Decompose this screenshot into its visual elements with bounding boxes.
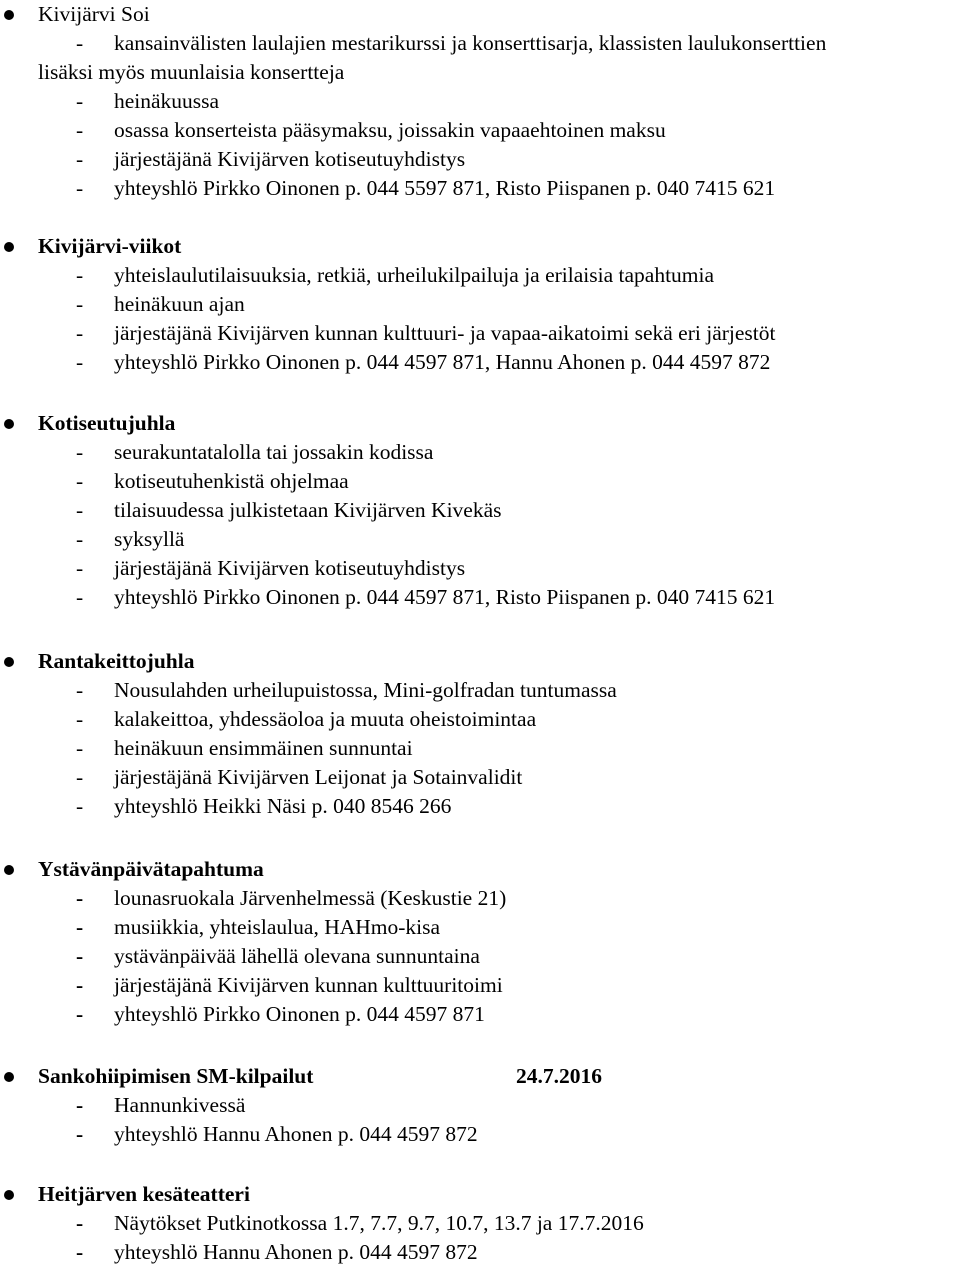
list-item	[0, 734, 960, 763]
list-item-continuation	[0, 58, 960, 87]
list-item-text: kansainvälisten laulajien mestarikurssi ja konserttisarja, klassisten laulukonserttien	[114, 31, 827, 55]
dash-marker: -	[76, 765, 84, 789]
list-item	[0, 763, 960, 792]
list-item-text: yhteyshlö Pirkko Oinonen p. 044 4597 871	[114, 1002, 485, 1026]
list-item-text: Näytökset Putkinotkossa 1.7, 7.7, 9.7, 10.7, 13.7 ja 17.7.2016	[114, 1211, 644, 1235]
section-ystavanpaivatapahtuma	[0, 855, 960, 1029]
dash-marker: -	[76, 469, 84, 493]
dash-marker: -	[76, 973, 84, 997]
list-item-continuation-text: lisäksi myös muunlaisia konsertteja	[38, 60, 345, 84]
dash-marker: -	[76, 1093, 84, 1117]
section-kotiseutujuhla	[0, 409, 960, 612]
dash-marker: -	[76, 118, 84, 142]
list-item	[0, 467, 960, 496]
list-item-text: yhteyshlö Pirkko Oinonen p. 044 4597 871, Hannu Ahonen p. 044 4597 872	[114, 350, 771, 374]
list-item-text: järjestäjänä Kivijärven kotiseutuyhdistys	[114, 556, 466, 580]
list-item-text: yhteyshlö Pirkko Oinonen p. 044 5597 871, Risto Piispanen p. 040 7415 621	[114, 176, 776, 200]
list-item-text: heinäkuun ensimmäinen sunnuntai	[114, 736, 413, 760]
section-heading: Rantakeittojuhla	[38, 649, 195, 673]
list-item-text: syksyllä	[114, 527, 185, 551]
list-item	[0, 145, 960, 174]
list-item	[0, 116, 960, 145]
list-item-text: Nousulahden urheilupuistossa, Mini-golfradan tuntumassa	[114, 678, 617, 702]
list-item-text: lounasruokala Järvenhelmessä (Keskustie 21)	[114, 886, 507, 910]
list-item	[0, 261, 960, 290]
section-kivijarvi-viikot	[0, 232, 960, 377]
dash-marker: -	[76, 498, 84, 522]
list-item	[0, 174, 960, 203]
section-heitjarven-kesateatteri	[0, 1180, 960, 1267]
list-item	[0, 913, 960, 942]
list-item-text: yhteyshlö Heikki Näsi p. 040 8546 266	[114, 794, 452, 818]
bullet-icon	[4, 1072, 14, 1082]
list-item	[0, 319, 960, 348]
list-item-text: ystävänpäivää lähellä olevana sunnuntaina	[114, 944, 480, 968]
list-item-text: heinäkuussa	[114, 89, 220, 113]
list-item	[0, 676, 960, 705]
list-item	[0, 1209, 960, 1238]
dash-marker: -	[76, 176, 84, 200]
dash-marker: -	[76, 1122, 84, 1146]
list-item	[0, 87, 960, 116]
dash-marker: -	[76, 89, 84, 113]
section-heading-row	[0, 232, 960, 261]
list-item-text: yhteislaulutilaisuuksia, retkiä, urheilukilpailuja ja erilaisia tapahtumia	[114, 263, 715, 287]
dash-marker: -	[76, 944, 84, 968]
section-heading: Sankohiipimisen SM-kilpailut	[38, 1064, 314, 1088]
bullet-icon	[4, 865, 14, 875]
bullet-icon	[4, 657, 14, 667]
bullet-icon	[4, 10, 14, 20]
list-item-text: seurakuntatalolla tai jossakin kodissa	[114, 440, 434, 464]
list-item	[0, 496, 960, 525]
section-heading-row	[0, 409, 960, 438]
dash-marker: -	[76, 440, 84, 464]
list-item-text: Hannunkivessä	[114, 1093, 246, 1117]
section-heading-row	[0, 0, 960, 29]
list-item-text: musiikkia, yhteislaulua, HAHmo-kisa	[114, 915, 441, 939]
bullet-icon	[4, 419, 14, 429]
dash-marker: -	[76, 527, 84, 551]
section-sankohiipimisen-sm-kilpailut	[0, 1062, 960, 1149]
list-item-text: yhteyshlö Pirkko Oinonen p. 044 4597 871, Risto Piispanen p. 040 7415 621	[114, 585, 776, 609]
list-item	[0, 583, 960, 612]
list-item-text: tilaisuudessa julkistetaan Kivijärven Kivekäs	[114, 498, 502, 522]
dash-marker: -	[76, 707, 84, 731]
list-item	[0, 792, 960, 821]
dash-marker: -	[76, 556, 84, 580]
dash-marker: -	[76, 321, 84, 345]
list-item-text: osassa konserteista pääsymaksu, joissakin vapaaehtoinen maksu	[114, 118, 666, 142]
list-item	[0, 348, 960, 377]
list-item-text: järjestäjänä Kivijärven kunnan kulttuuritoimi	[114, 973, 503, 997]
list-item	[0, 554, 960, 583]
list-item	[0, 884, 960, 913]
list-item-text: järjestäjänä Kivijärven kotiseutuyhdistys	[114, 147, 466, 171]
section-heading-row	[0, 647, 960, 676]
section-heading: Kotiseutujuhla	[38, 411, 176, 435]
section-heading-row	[0, 1062, 960, 1091]
list-item	[0, 525, 960, 554]
dash-marker: -	[76, 915, 84, 939]
list-item-text: yhteyshlö Hannu Ahonen p. 044 4597 872	[114, 1240, 478, 1264]
list-item-text: kotiseutuhenkistä ohjelmaa	[114, 469, 349, 493]
dash-marker: -	[76, 147, 84, 171]
section-heading: Kivijärvi Soi	[38, 2, 150, 26]
section-rantakeittojuhla	[0, 647, 960, 821]
list-item	[0, 1000, 960, 1029]
section-heading: Ystävänpäivätapahtuma	[38, 857, 264, 881]
list-item-text: heinäkuun ajan	[114, 292, 245, 316]
dash-marker: -	[76, 350, 84, 374]
dash-marker: -	[76, 886, 84, 910]
dash-marker: -	[76, 292, 84, 316]
bullet-icon	[4, 242, 14, 252]
list-item	[0, 438, 960, 467]
section-heading-row	[0, 1180, 960, 1209]
dash-marker: -	[76, 794, 84, 818]
dash-marker: -	[76, 736, 84, 760]
list-item	[0, 705, 960, 734]
dash-marker: -	[76, 1211, 84, 1235]
section-heading: Kivijärvi-viikot	[38, 234, 182, 258]
list-item-text: kalakeittoa, yhdessäoloa ja muuta oheistoimintaa	[114, 707, 537, 731]
bullet-icon	[4, 1190, 14, 1200]
list-item	[0, 942, 960, 971]
list-item	[0, 1120, 960, 1149]
list-item	[0, 1238, 960, 1267]
list-item-text: järjestäjänä Kivijärven Leijonat ja Sotainvalidit	[114, 765, 523, 789]
list-item-text: järjestäjänä Kivijärven kunnan kulttuuri- ja vapaa-aikatoimi sekä eri järjestöt	[114, 321, 776, 345]
dash-marker: -	[76, 263, 84, 287]
section-heading: Heitjärven kesäteatteri	[38, 1182, 250, 1206]
section-kivijarvi-soi	[0, 0, 960, 203]
dash-marker: -	[76, 1002, 84, 1026]
dash-marker: -	[76, 31, 84, 55]
list-item	[0, 29, 960, 58]
dash-marker: -	[76, 585, 84, 609]
list-item	[0, 290, 960, 319]
list-item-text: yhteyshlö Hannu Ahonen p. 044 4597 872	[114, 1122, 478, 1146]
dash-marker: -	[76, 678, 84, 702]
list-item	[0, 971, 960, 1000]
section-heading-row	[0, 855, 960, 884]
section-date: 24.7.2016	[516, 1064, 602, 1088]
list-item	[0, 1091, 960, 1120]
dash-marker: -	[76, 1240, 84, 1264]
